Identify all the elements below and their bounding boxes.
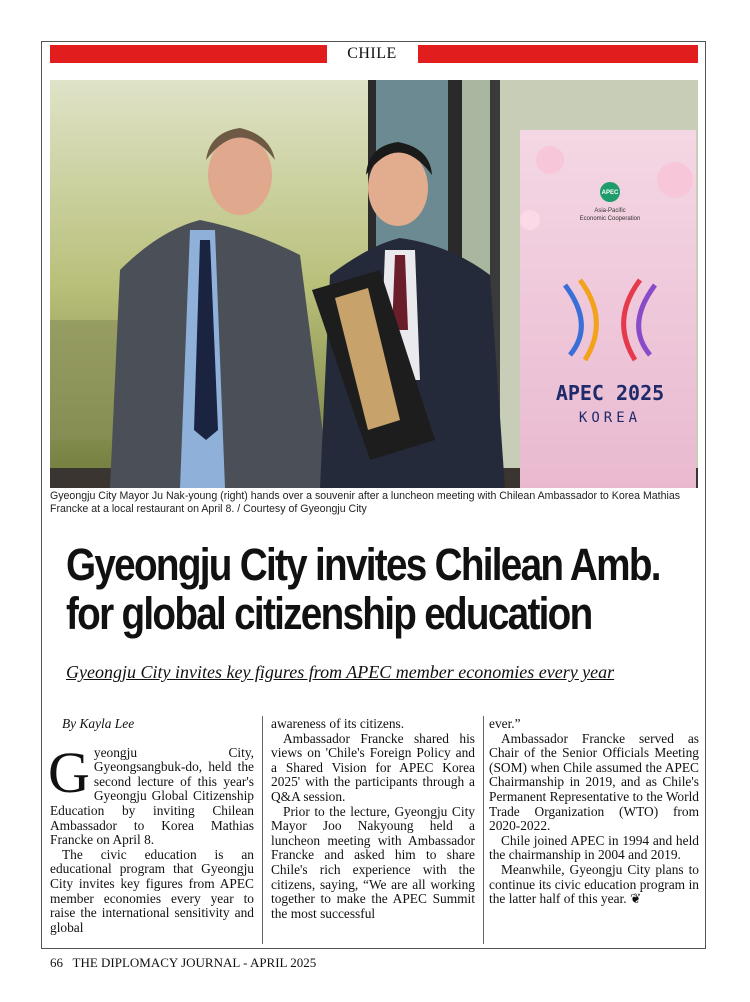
paragraph <box>489 863 699 907</box>
article-column-1 <box>50 717 254 935</box>
drop-cap: G <box>48 739 90 805</box>
headline-line-1: Gyeongju City invites Chilean Amb. <box>66 539 660 590</box>
banner-year-text: APEC 2025 <box>555 381 665 405</box>
article-photo <box>50 80 698 488</box>
banner-org-line1: Asia-Pacific <box>594 208 626 214</box>
paragraph: Ambassador Francke shared his views on 'Chile's Foreign Policy and a Shared Vision for APEC Korea 2025' with the participants through a Q&A session. <box>271 730 475 804</box>
paragraph: ever.” <box>489 716 521 731</box>
subheadline: Gyeongju City invites key figures from APEC member economies every year <box>66 662 615 682</box>
paragraph: Ambassador Francke served as Chair of the Senior Officials Meeting (SOM) when Chile assumed the APEC Chairmanship in 2019, and as Chile's Permanent Representative to the World Trade Organization (WTO) from 2020-2022. <box>489 730 699 834</box>
banner-logo-text: APEC <box>601 190 619 196</box>
paragraph-text: Meanwhile, Gyeongju City plans to continue its civic education program in the latter half of this year. <box>489 861 699 907</box>
headline <box>66 540 694 638</box>
paragraph: The civic education is an educational program that Gyeongju City invites key figures from APEC member economies every year to raise the international sensitivity and global <box>50 846 254 935</box>
paragraph: Prior to the lecture, Gyeongju City Mayor Joo Nakyoung held a luncheon meeting with Ambassador Francke and asked him to share Chile's rich experience with the citizens, saying, “We are all working together to make the APEC Summit the most successful <box>271 803 475 921</box>
section-bar-right <box>418 45 698 63</box>
article-column-2 <box>271 717 475 921</box>
headline-line-2: for global citizenship education <box>66 588 592 639</box>
column-rule-2 <box>483 716 484 944</box>
section-bar-left <box>50 45 327 63</box>
section-label: CHILE <box>347 45 397 62</box>
page-footer: 66 THE DIPLOMACY JOURNAL - APRIL 2025 <box>50 955 317 970</box>
banner-country-text: KOREA <box>578 410 642 426</box>
paragraph: Chile joined APEC in 1994 and held the chairmanship in 2004 and 2019. <box>489 832 699 863</box>
photo-caption: Gyeongju City Mayor Ju Nak-young (right) hands over a souvenir after a luncheon meeting with Chilean Ambassador to Korea Mathias Francke at a local restaurant on April 8. / Courtesy of Gyeongju City <box>50 490 681 515</box>
end-mark-icon: ❦ <box>629 891 642 907</box>
paragraph <box>48 739 254 848</box>
photo-illustration <box>50 80 698 488</box>
byline: By Kayla Lee <box>62 716 135 731</box>
paragraph: awareness of its citizens. <box>271 716 405 731</box>
paragraph-text: yeongju City, Gyeongsangbuk-do, held the second lecture of this year's Gyeongju Global Citizenship Education by inviting Chilean Ambassador to Korea Mathias Francke on April 8. <box>50 744 254 848</box>
article-column-3 <box>489 717 699 907</box>
column-rule-1 <box>262 716 263 944</box>
banner-org-line2: Economic Cooperation <box>579 216 641 222</box>
